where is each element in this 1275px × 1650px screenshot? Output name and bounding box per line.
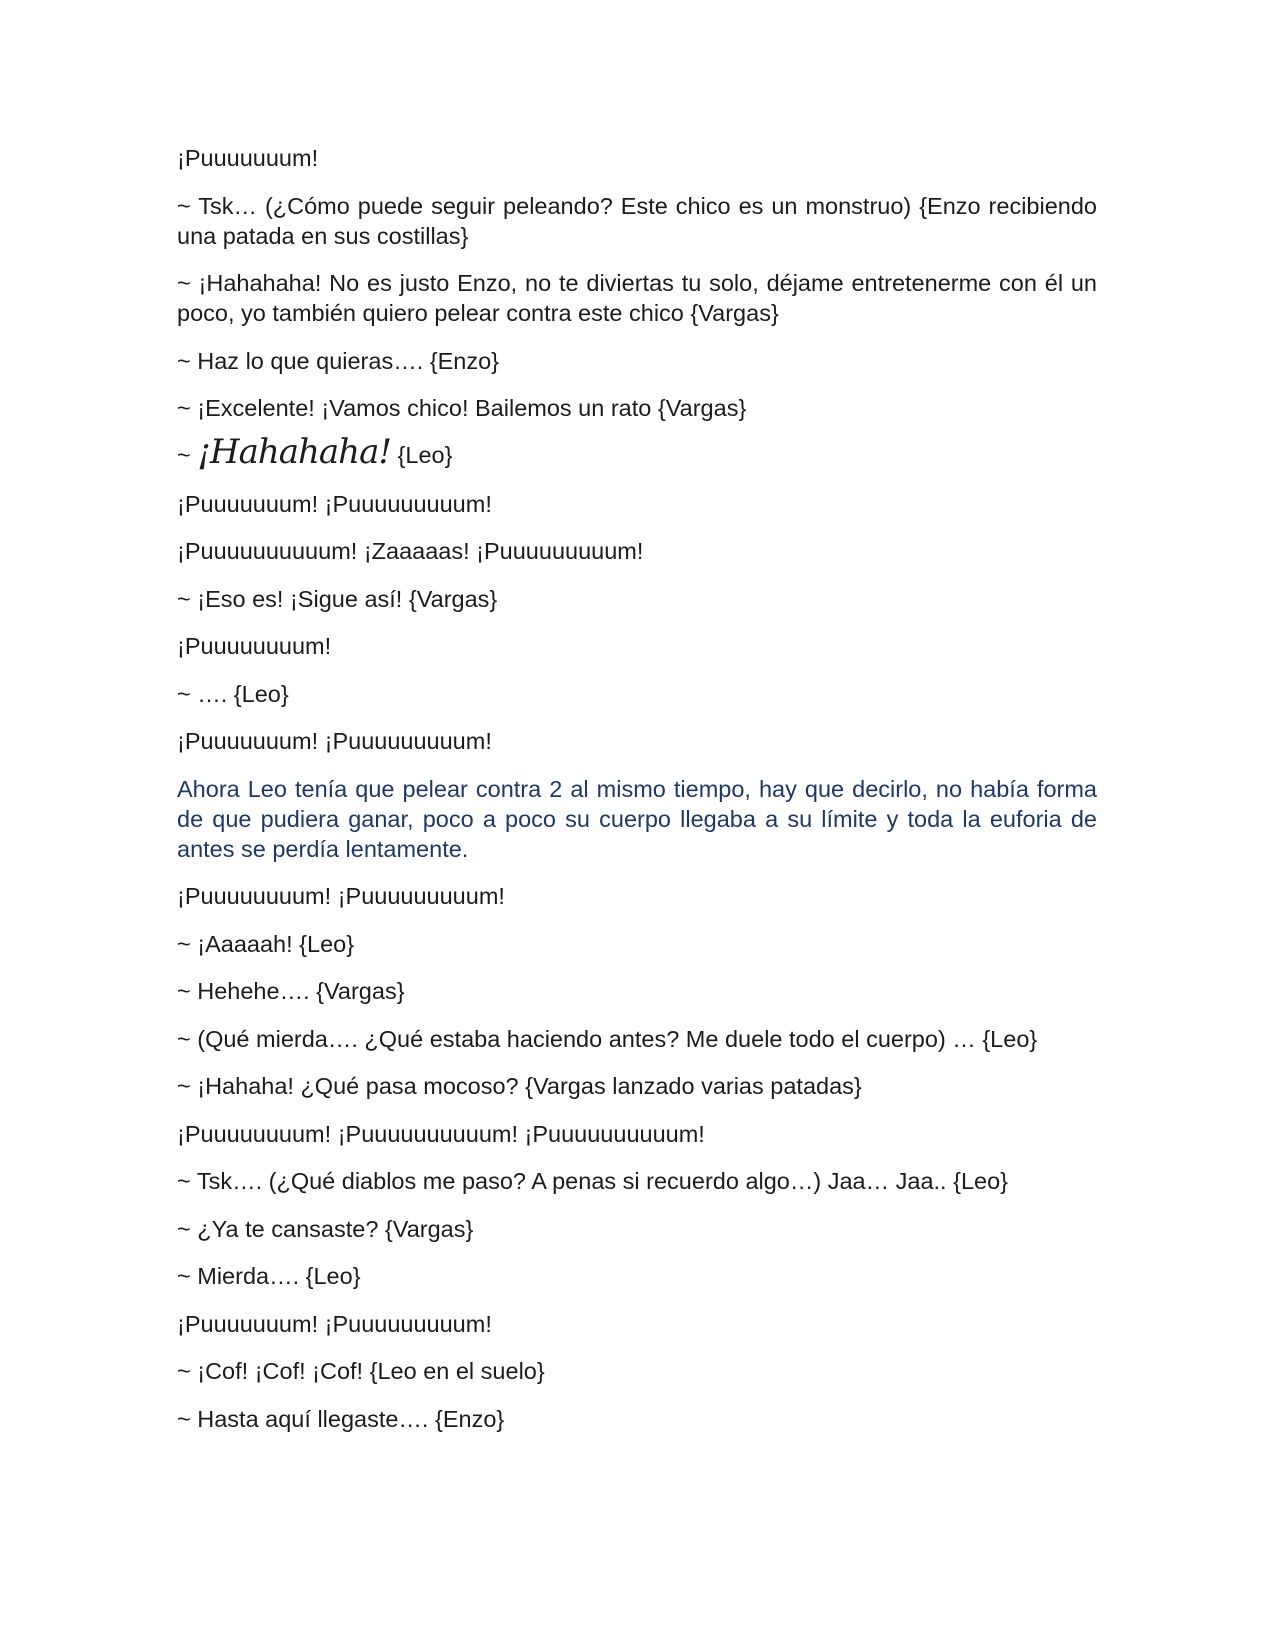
sound-effect-line: ¡Puuuuuuum! ¡Puuuuuuuuum! xyxy=(177,728,492,754)
dialogue-line-enzo: ~ Hasta aquí llegaste…. {Enzo} xyxy=(177,1405,505,1432)
dialogue-line-vargas: ~ ¿Ya te cansaste? {Vargas} xyxy=(177,1215,474,1242)
dialogue-line-leo: ~ …. {Leo} xyxy=(177,680,289,707)
handwritten-laugh: ¡Hahahaha! xyxy=(197,431,392,472)
dialogue-line-leo: ~ (Qué mierda…. ¿Qué estaba haciendo antes? Me duele todo el cuerpo) … {Leo} xyxy=(177,1025,1038,1052)
dialogue-line-vargas: ~ ¡Hahahaha! No es justo Enzo, no te diviertas tu solo, déjame entretenerme con él un poco, yo también quiero pelear contra este chico {Vargas} xyxy=(177,270,1097,326)
dialogue-line-leo: ~ Tsk…. (¿Qué diablos me paso? A penas si recuerdo algo…) Jaa… Jaa.. {Leo} xyxy=(177,1168,1009,1194)
document-page xyxy=(177,143,1097,1451)
dialogue-line-leo: ~ ¡Cof! ¡Cof! ¡Cof! {Leo en el suelo} xyxy=(177,1358,545,1384)
sound-effect-line: ¡Puuuuuuuum! ¡Puuuuuuuuuum! ¡Puuuuuuuuuum! xyxy=(177,1120,705,1147)
dialogue-line-leo-laugh xyxy=(177,431,1097,472)
dialogue-line-vargas: ~ ¡Excelente! ¡Vamos chico! Bailemos un rato {Vargas} xyxy=(177,395,747,421)
dialogue-line-enzo: ~ Haz lo que quieras…. {Enzo} xyxy=(177,347,500,374)
dialogue-speaker: {Leo} xyxy=(391,441,453,468)
sound-effect-line: ¡Puuuuuuuum! xyxy=(177,633,332,659)
dialogue-line-leo: ~ ¡Aaaaah! {Leo} xyxy=(177,930,355,957)
dialogue-line-vargas: ~ Hehehe…. {Vargas} xyxy=(177,978,405,1004)
sound-effect-line: ¡Puuuuuuuum! ¡Puuuuuuuuum! xyxy=(177,883,505,909)
dialogue-line-enzo: ~ Tsk… (¿Cómo puede seguir peleando? Este chico es un monstruo) {Enzo recibiendo una patada en sus costillas} xyxy=(177,192,1097,249)
dialogue-prefix: ~ xyxy=(177,441,198,468)
dialogue-line-vargas: ~ ¡Hahaha! ¿Qué pasa mocoso? {Vargas lanzado varias patadas} xyxy=(177,1073,862,1099)
dialogue-line-leo: ~ Mierda…. {Leo} xyxy=(177,1263,361,1289)
sound-effect-line: ¡Puuuuuuuuuum! ¡Zaaaaas! ¡Puuuuuuuuum! xyxy=(177,538,644,564)
sound-effect-line: ¡Puuuuuuum! ¡Puuuuuuuuum! xyxy=(177,1310,492,1337)
sound-effect-line: ¡Puuuuuuum! xyxy=(177,145,319,171)
dialogue-line-vargas: ~ ¡Eso es! ¡Sigue así! {Vargas} xyxy=(177,585,498,612)
narration-paragraph: Ahora Leo tenía que pelear contra 2 al mismo tiempo, hay que decirlo, no había forma de que pudiera ganar, poco a poco su cuerpo llegaba a su límite y toda la euforia de antes se perdía lentamente. xyxy=(177,775,1097,862)
sound-effect-line: ¡Puuuuuuum! ¡Puuuuuuuuum! xyxy=(177,490,492,517)
